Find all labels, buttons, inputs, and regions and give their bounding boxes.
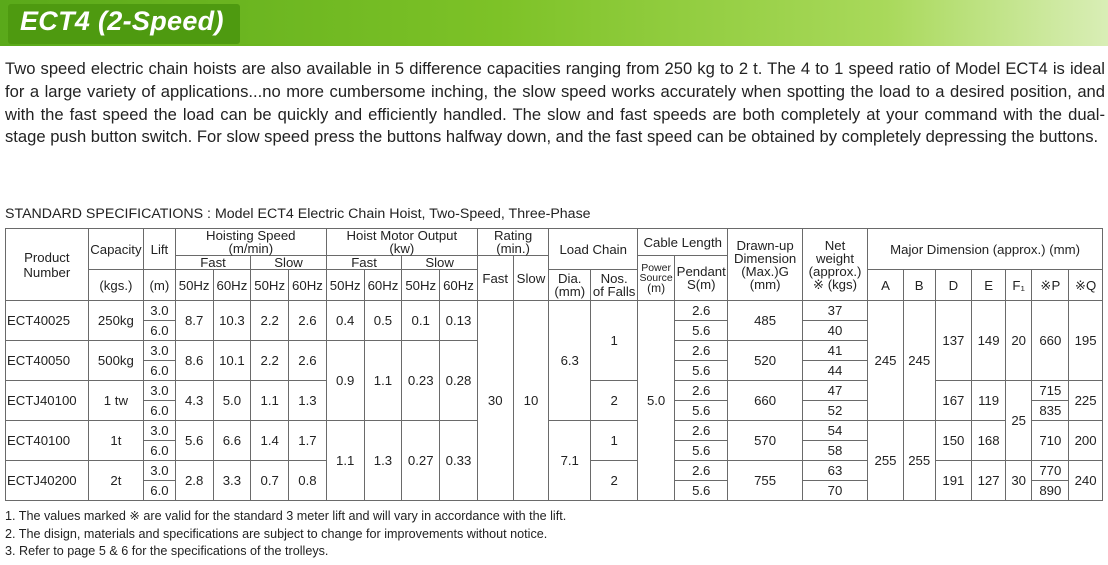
pendant-cell: 2.6 — [675, 301, 728, 321]
hz-50-label: 50Hz — [175, 270, 213, 301]
dim-b-value: 255 — [903, 421, 935, 501]
motor-fast-50: 1.1 — [326, 421, 364, 501]
hoist-fast-50: 8.6 — [175, 341, 213, 381]
net-weight-cell: 58 — [802, 441, 867, 461]
hz-60-label: 60Hz — [364, 270, 402, 301]
pendant-cell: 2.6 — [675, 461, 728, 481]
hoist-fast-header: Fast — [175, 256, 251, 270]
col-major-dimension-header: Major Dimension (approx.) (mm) — [868, 229, 1103, 270]
dim-e-header: E — [972, 270, 1006, 301]
motor-fast-50: 0.9 — [326, 341, 364, 421]
hoist-slow-60: 2.6 — [289, 301, 327, 341]
net-weight-cell: 40 — [802, 321, 867, 341]
lift-unit: (m) — [144, 270, 176, 301]
hoist-fast-60: 10.3 — [213, 301, 251, 341]
net-weight-cell: 44 — [802, 361, 867, 381]
hoist-fast-60: 3.3 — [213, 461, 251, 501]
dim-e-value: 168 — [972, 421, 1006, 461]
page-title: ECT4 (2-Speed) — [20, 6, 224, 36]
lift-cell: 6.0 — [144, 481, 176, 501]
chain-dia-value: 7.1 — [549, 421, 591, 501]
dim-e-value: 149 — [972, 301, 1006, 381]
hoist-fast-50: 8.7 — [175, 301, 213, 341]
hoist-slow-50: 0.7 — [251, 461, 289, 501]
capacity-unit: (kgs.) — [88, 270, 143, 301]
dim-f1-value: 25 — [1005, 381, 1032, 461]
hoist-fast-60: 6.6 — [213, 421, 251, 461]
dim-d-value: 137 — [935, 301, 972, 381]
net-weight-cell: 70 — [802, 481, 867, 501]
dim-e-value: 119 — [972, 381, 1006, 421]
lift-cell: 3.0 — [144, 461, 176, 481]
capacity-cell: 500kg — [88, 341, 143, 381]
motor-fast-50: 0.4 — [326, 301, 364, 341]
motor-slow-50: 0.1 — [402, 301, 440, 341]
hz-60-label: 60Hz — [440, 270, 478, 301]
dim-a-value: 255 — [868, 421, 904, 501]
lift-cell: 3.0 — [144, 381, 176, 401]
hoist-slow-60: 1.3 — [289, 381, 327, 421]
dim-f1-value: 30 — [1005, 461, 1032, 501]
lift-cell: 6.0 — [144, 401, 176, 421]
dim-p-value: 710 — [1032, 421, 1069, 461]
dim-e-value: 127 — [972, 461, 1006, 501]
lift-cell: 3.0 — [144, 301, 176, 321]
motor-slow-50: 0.23 — [402, 341, 440, 421]
motor-fast-60: 1.1 — [364, 341, 402, 421]
pendant-cell: 2.6 — [675, 341, 728, 361]
dim-d-value: 150 — [935, 421, 972, 461]
lift-cell: 3.0 — [144, 341, 176, 361]
hz-50-label: 50Hz — [402, 270, 440, 301]
product-number: ECT40025 — [6, 301, 89, 341]
hoist-fast-60: 5.0 — [213, 381, 251, 421]
pendant-cell: 5.6 — [675, 401, 728, 421]
intro-paragraph: Two speed electric chain hoists are also available in 5 difference capacities ranging from 250 kg to 2 t. The 4 to 1 speed ratio of Model ECT4 is ideal for a large variety of applications...no more cumbersome inching, the slow speed works accurately when spotting the load to a desired position, and with the fast speed the load can be quickly and efficiently handled. The slow and fast speeds are both completely at your command with the dual-stage push button switch. For slow speed press the buttons halfway down, and the fast speed can be obtained by completely depressing the buttons. — [5, 59, 1105, 147]
dim-a-value: 245 — [868, 301, 904, 421]
dim-p-value: 660 — [1032, 301, 1069, 381]
hz-60-label: 60Hz — [213, 270, 251, 301]
col-cable-length-header: Cable Length — [638, 229, 728, 256]
lift-cell: 6.0 — [144, 361, 176, 381]
capacity-cell: 2t — [88, 461, 143, 501]
hoist-slow-50: 2.2 — [251, 341, 289, 381]
dim-p-value: 770 — [1032, 461, 1069, 481]
chain-falls-value: 2 — [591, 461, 638, 501]
motor-slow-header: Slow — [402, 256, 478, 270]
capacity-cell: 1t — [88, 421, 143, 461]
pendant-cell: 5.6 — [675, 361, 728, 381]
hoist-fast-60: 10.1 — [213, 341, 251, 381]
dim-b-header: B — [903, 270, 935, 301]
hoist-slow-header: Slow — [251, 256, 327, 270]
col-load-chain-header: Load Chain — [549, 229, 638, 270]
hoist-fast-50: 5.6 — [175, 421, 213, 461]
motor-slow-60: 0.28 — [440, 341, 478, 421]
chain-dia-value: 6.3 — [549, 301, 591, 421]
motor-fast-60: 0.5 — [364, 301, 402, 341]
title-banner — [0, 0, 1108, 46]
drawn-up-cell: 570 — [728, 421, 803, 461]
dim-f1-header: F₁ — [1005, 270, 1032, 301]
power-source-value: 5.0 — [638, 301, 675, 501]
net-weight-cell: 52 — [802, 401, 867, 421]
chain-falls-value: 2 — [591, 381, 638, 421]
col-drawn-up-header: Drawn-up Dimension (Max.)G (mm) — [728, 229, 803, 301]
pendant-cell: 5.6 — [675, 441, 728, 461]
product-number: ECT40050 — [6, 341, 89, 381]
rating-slow-value: 10 — [513, 301, 549, 501]
drawn-up-cell: 755 — [728, 461, 803, 501]
dim-q-value: 240 — [1069, 461, 1103, 501]
pendant-header: Pendant S(m) — [675, 256, 728, 301]
footnote: 1. The values marked ※ are valid for the standard 3 meter lift and will vary in accordance with the lift. — [5, 509, 567, 523]
hz-60-label: 60Hz — [289, 270, 327, 301]
dim-f1-value: 20 — [1005, 301, 1032, 381]
pendant-cell: 2.6 — [675, 421, 728, 441]
col-rating-header: Rating (min.) — [477, 229, 548, 256]
rating-fast-value: 30 — [477, 301, 513, 501]
product-number: ECTJ40200 — [6, 461, 89, 501]
pendant-cell: 5.6 — [675, 321, 728, 341]
hz-50-label: 50Hz — [326, 270, 364, 301]
drawn-up-cell: 660 — [728, 381, 803, 421]
hoist-slow-50: 1.4 — [251, 421, 289, 461]
dim-d-header: D — [935, 270, 972, 301]
hoist-slow-60: 1.7 — [289, 421, 327, 461]
chain-falls-value: 1 — [591, 301, 638, 381]
motor-slow-60: 0.13 — [440, 301, 478, 341]
dim-p-value: 715 — [1032, 381, 1069, 401]
col-motor-output-header: Hoist Motor Output (kw) — [326, 229, 477, 256]
motor-slow-50: 0.27 — [402, 421, 440, 501]
pendant-cell: 5.6 — [675, 481, 728, 501]
dim-d-value: 191 — [935, 461, 972, 501]
footnote: 2. The disign, materials and specifications are subject to change for improvements without notice. — [5, 526, 548, 541]
dim-q-value: 200 — [1069, 421, 1103, 461]
rating-slow-header: Slow — [513, 256, 549, 301]
hoist-slow-60: 0.8 — [289, 461, 327, 501]
hoist-slow-60: 2.6 — [289, 341, 327, 381]
col-lift-header: Lift — [144, 229, 176, 270]
col-hoisting-speed-header: Hoisting Speed (m/min) — [175, 229, 326, 256]
hoist-slow-50: 1.1 — [251, 381, 289, 421]
capacity-cell: 250kg — [88, 301, 143, 341]
rating-fast-header: Fast — [477, 256, 513, 301]
hoist-fast-50: 2.8 — [175, 461, 213, 501]
lift-cell: 6.0 — [144, 321, 176, 341]
spec-table — [5, 228, 1103, 501]
product-number: ECT40100 — [6, 421, 89, 461]
dim-d-value: 167 — [935, 381, 972, 421]
power-source-header: Power Source (m) — [638, 256, 675, 301]
net-weight-cell: 47 — [802, 381, 867, 401]
hoist-fast-50: 4.3 — [175, 381, 213, 421]
dim-q-value: 195 — [1069, 301, 1103, 381]
net-weight-cell: 37 — [802, 301, 867, 321]
pendant-cell: 2.6 — [675, 381, 728, 401]
footnote: 3. Refer to page 5 & 6 for the specifications of the trolleys. — [5, 544, 329, 558]
motor-slow-60: 0.33 — [440, 421, 478, 501]
dim-q-value: 225 — [1069, 381, 1103, 421]
motor-fast-header: Fast — [326, 256, 402, 270]
chain-falls-value: 1 — [591, 421, 638, 461]
dia-header: Dia. (mm) — [549, 270, 591, 301]
dim-p-value: 835 — [1032, 401, 1069, 421]
net-weight-cell: 63 — [802, 461, 867, 481]
dim-q-header: ※Q — [1069, 270, 1103, 301]
dim-p-value: 890 — [1032, 481, 1069, 501]
net-weight-cell: 54 — [802, 421, 867, 441]
spec-table-title: STANDARD SPECIFICATIONS : Model ECT4 Electric Chain Hoist, Two-Speed, Three-Phase — [5, 206, 591, 222]
col-net-weight-header: Net weight (approx.) ※ (kgs) — [802, 229, 867, 301]
hoist-slow-50: 2.2 — [251, 301, 289, 341]
dim-a-header: A — [868, 270, 904, 301]
motor-fast-60: 1.3 — [364, 421, 402, 501]
drawn-up-cell: 485 — [728, 301, 803, 341]
lift-cell: 6.0 — [144, 441, 176, 461]
footnotes — [5, 508, 566, 561]
net-weight-cell: 41 — [802, 341, 867, 361]
dim-p-header: ※P — [1032, 270, 1069, 301]
falls-header: Nos. of Falls — [591, 270, 638, 301]
product-number: ECTJ40100 — [6, 381, 89, 421]
drawn-up-cell: 520 — [728, 341, 803, 381]
dim-b-value: 245 — [903, 301, 935, 421]
hz-50-label: 50Hz — [251, 270, 289, 301]
col-capacity-header: Capacity — [88, 229, 143, 270]
capacity-cell: 1 tw — [88, 381, 143, 421]
lift-cell: 3.0 — [144, 421, 176, 441]
col-product-header: Product Number — [6, 229, 89, 301]
